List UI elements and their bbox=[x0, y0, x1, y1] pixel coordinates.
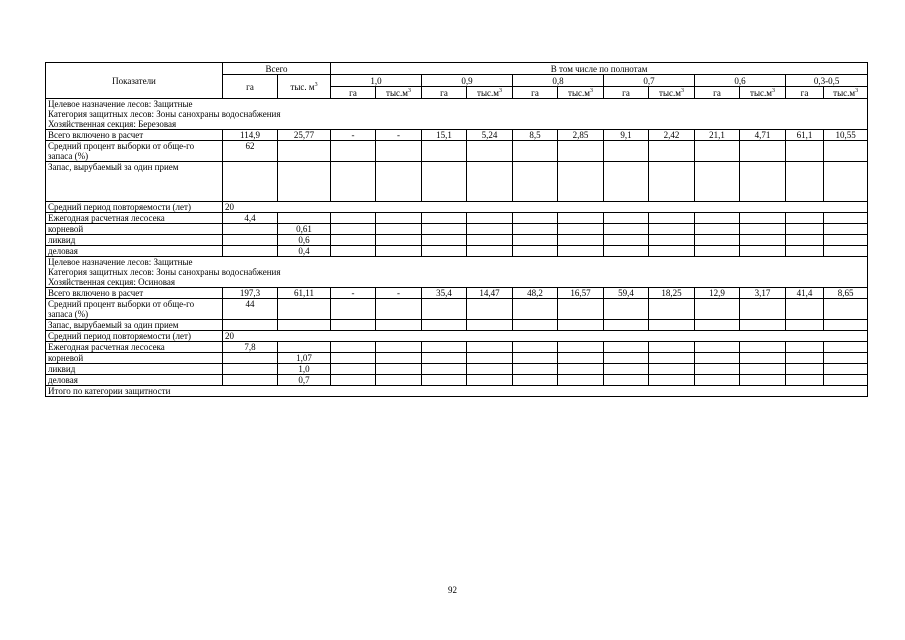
cell-density-value bbox=[331, 299, 376, 320]
cell-density-value bbox=[467, 213, 513, 224]
cell-density-value: 59,4 bbox=[604, 288, 649, 299]
cell-density-value bbox=[467, 141, 513, 162]
cell-density-value bbox=[649, 162, 695, 202]
cell-density-value bbox=[649, 141, 695, 162]
cell-density-value bbox=[331, 162, 376, 202]
cell-density-value bbox=[558, 342, 604, 353]
cell-total-ha bbox=[223, 364, 278, 375]
cell-density-value bbox=[649, 235, 695, 246]
cell-total-ha bbox=[223, 235, 278, 246]
page-number: 92 bbox=[448, 585, 457, 595]
section-line: Категория защитных лесов: Зоны санохраны водоснабжения bbox=[48, 109, 281, 119]
cell-density-value bbox=[513, 342, 558, 353]
cell-density-value bbox=[786, 375, 824, 386]
cell-total-volume: 1,07 bbox=[278, 353, 331, 364]
cell-density-value bbox=[513, 213, 558, 224]
cell-density-value bbox=[513, 246, 558, 257]
cell-density-value bbox=[331, 141, 376, 162]
row-label: корневой bbox=[46, 353, 223, 364]
cell-density-value bbox=[649, 375, 695, 386]
row-value-merged: 20 bbox=[223, 202, 868, 213]
cell-density-value bbox=[376, 375, 422, 386]
cell-density-value bbox=[376, 364, 422, 375]
cell-density-value bbox=[824, 224, 868, 235]
row-label: Средний процент выборки от обще-го запаса (%) bbox=[46, 141, 223, 162]
cell-density-value bbox=[467, 342, 513, 353]
cell-density-value bbox=[558, 375, 604, 386]
cell-total-ha bbox=[223, 353, 278, 364]
cell-density-value bbox=[649, 342, 695, 353]
cell-density-value bbox=[604, 320, 649, 331]
cell-density-value bbox=[740, 320, 786, 331]
cell-density-value bbox=[740, 162, 786, 202]
header-total: Всего bbox=[223, 63, 331, 75]
cell-density-value bbox=[422, 246, 467, 257]
header-indicators: Показатели bbox=[46, 63, 223, 99]
table-row bbox=[46, 331, 868, 342]
cell-density-value bbox=[331, 342, 376, 353]
cell-total-volume bbox=[278, 162, 331, 202]
cell-density-value bbox=[422, 353, 467, 364]
table-header bbox=[46, 63, 868, 99]
cell-density-value: 3,17 bbox=[740, 288, 786, 299]
cell-density-value bbox=[824, 299, 868, 320]
header-density: 0,9 bbox=[422, 75, 513, 87]
cell-density-value bbox=[786, 162, 824, 202]
footer-label: Итого по категории защитности bbox=[46, 386, 868, 397]
cell-density-value: 21,1 bbox=[695, 130, 740, 141]
cell-density-value bbox=[376, 141, 422, 162]
cell-density-value bbox=[786, 342, 824, 353]
table-row bbox=[46, 288, 868, 299]
row-value-merged: 20 bbox=[223, 331, 868, 342]
cell-density-value bbox=[695, 375, 740, 386]
cell-density-value bbox=[331, 353, 376, 364]
cell-density-value bbox=[513, 224, 558, 235]
header-unit-volume: $тыс.м^3$ bbox=[824, 87, 868, 99]
row-label: Всего включено в расчет bbox=[46, 288, 223, 299]
cell-density-value: 35,4 bbox=[422, 288, 467, 299]
cell-density-value bbox=[467, 246, 513, 257]
cell-density-value bbox=[422, 235, 467, 246]
cell-density-value bbox=[824, 364, 868, 375]
table-row bbox=[46, 141, 868, 162]
cell-density-value bbox=[513, 141, 558, 162]
cell-density-value bbox=[467, 162, 513, 202]
cell-density-value bbox=[604, 162, 649, 202]
cell-density-value bbox=[558, 162, 604, 202]
header-unit-volume: $тыс.м^3$ bbox=[376, 87, 422, 99]
cell-density-value bbox=[604, 213, 649, 224]
cell-density-value bbox=[604, 375, 649, 386]
cell-total-ha: 44 bbox=[223, 299, 278, 320]
cell-density-value: - bbox=[376, 130, 422, 141]
cell-density-value bbox=[786, 353, 824, 364]
table-row bbox=[46, 202, 868, 213]
cell-density-value bbox=[422, 299, 467, 320]
cell-density-value bbox=[376, 224, 422, 235]
cell-total-volume bbox=[278, 320, 331, 331]
header-unit-volume: $тыс.м^3$ bbox=[740, 87, 786, 99]
cell-total-ha: 7,8 bbox=[223, 342, 278, 353]
section-line: Категория защитных лесов: Зоны санохраны водоснабжения bbox=[48, 267, 281, 277]
cell-density-value bbox=[422, 342, 467, 353]
table-row bbox=[46, 342, 868, 353]
cell-density-value bbox=[824, 246, 868, 257]
header-unit-volume: $тыс.м^3$ bbox=[649, 87, 695, 99]
cell-density-value bbox=[824, 375, 868, 386]
section-line: Хозяйственная секция: Осиновая bbox=[48, 277, 175, 287]
cell-total-volume bbox=[278, 342, 331, 353]
cell-density-value bbox=[695, 342, 740, 353]
cell-density-value bbox=[695, 141, 740, 162]
cell-total-ha bbox=[223, 375, 278, 386]
cell-density-value bbox=[558, 235, 604, 246]
cell-density-value bbox=[513, 162, 558, 202]
cell-density-value: - bbox=[331, 288, 376, 299]
cell-density-value bbox=[558, 364, 604, 375]
section-line: Целевое назначение лесов: Защитные bbox=[48, 99, 193, 109]
cell-density-value bbox=[695, 224, 740, 235]
cell-density-value bbox=[558, 141, 604, 162]
cell-density-value bbox=[649, 213, 695, 224]
section-description bbox=[46, 99, 868, 130]
cell-density-value bbox=[695, 353, 740, 364]
cell-density-value bbox=[558, 246, 604, 257]
table-row bbox=[46, 299, 868, 320]
cell-density-value: 9,1 bbox=[604, 130, 649, 141]
row-label: Запас, вырубаемый за один прием bbox=[46, 320, 223, 331]
cell-density-value bbox=[376, 213, 422, 224]
cell-density-value bbox=[740, 141, 786, 162]
cell-density-value bbox=[604, 342, 649, 353]
cell-density-value: 14,47 bbox=[467, 288, 513, 299]
cell-total-ha bbox=[223, 224, 278, 235]
cell-density-value bbox=[649, 299, 695, 320]
cell-total-volume: 1,0 bbox=[278, 364, 331, 375]
cell-density-value bbox=[331, 235, 376, 246]
header-total-volume: тыс. $м^3$ bbox=[278, 75, 331, 99]
cell-density-value: 12,9 bbox=[695, 288, 740, 299]
section-header-row bbox=[46, 257, 868, 288]
cell-density-value: 41,4 bbox=[786, 288, 824, 299]
cell-density-value bbox=[604, 224, 649, 235]
cell-density-value: - bbox=[376, 288, 422, 299]
header-including: В том числе по полнотам bbox=[331, 63, 868, 75]
cell-density-value bbox=[786, 299, 824, 320]
header-unit-volume: $тыс.м^3$ bbox=[467, 87, 513, 99]
header-unit-ha: га bbox=[695, 87, 740, 99]
cell-density-value: 48,2 bbox=[513, 288, 558, 299]
cell-total-volume bbox=[278, 299, 331, 320]
cell-density-value: 2,85 bbox=[558, 130, 604, 141]
cell-density-value bbox=[422, 213, 467, 224]
cell-density-value: 18,25 bbox=[649, 288, 695, 299]
cell-density-value bbox=[786, 224, 824, 235]
cell-density-value bbox=[604, 141, 649, 162]
cell-density-value bbox=[695, 246, 740, 257]
cell-density-value bbox=[331, 375, 376, 386]
cell-density-value: 8,65 bbox=[824, 288, 868, 299]
cell-density-value bbox=[740, 375, 786, 386]
cell-density-value bbox=[604, 364, 649, 375]
cell-density-value bbox=[740, 213, 786, 224]
cell-density-value bbox=[513, 320, 558, 331]
cell-density-value bbox=[422, 224, 467, 235]
row-label: Запас, вырубаемый за один прием bbox=[46, 162, 223, 202]
header-unit-ha: га bbox=[513, 87, 558, 99]
cell-total-volume: 0,6 bbox=[278, 235, 331, 246]
header-density: 1,0 bbox=[331, 75, 422, 87]
cell-density-value bbox=[467, 320, 513, 331]
cell-density-value bbox=[695, 162, 740, 202]
cell-density-value bbox=[740, 224, 786, 235]
cell-density-value bbox=[740, 299, 786, 320]
cell-density-value bbox=[824, 213, 868, 224]
header-unit-ha: га bbox=[331, 87, 376, 99]
table-row bbox=[46, 130, 868, 141]
cell-density-value bbox=[649, 364, 695, 375]
cell-total-ha: 62 bbox=[223, 141, 278, 162]
cell-total-volume: 0,61 bbox=[278, 224, 331, 235]
cell-density-value bbox=[422, 364, 467, 375]
cell-density-value bbox=[786, 364, 824, 375]
section-line: Хозяйственная секция: Березовая bbox=[48, 119, 177, 129]
cell-density-value bbox=[740, 235, 786, 246]
header-unit-ha: га bbox=[422, 87, 467, 99]
cell-density-value bbox=[422, 320, 467, 331]
cell-density-value bbox=[558, 224, 604, 235]
table-row bbox=[46, 224, 868, 235]
cell-density-value: 16,57 bbox=[558, 288, 604, 299]
cell-density-value bbox=[604, 235, 649, 246]
row-label: Ежегодная расчетная лесосека bbox=[46, 213, 223, 224]
cell-density-value bbox=[467, 353, 513, 364]
table-body bbox=[46, 99, 868, 397]
cell-total-volume bbox=[278, 141, 331, 162]
cell-density-value bbox=[604, 299, 649, 320]
footer-row bbox=[46, 386, 868, 397]
header-unit-ha: га bbox=[604, 87, 649, 99]
header-density: 0,6 bbox=[695, 75, 786, 87]
header-total-ha: га bbox=[223, 75, 278, 99]
cell-density-value bbox=[467, 375, 513, 386]
cell-total-ha: 114,9 bbox=[223, 130, 278, 141]
cell-density-value: 61,1 bbox=[786, 130, 824, 141]
header-unit-volume: $тыс.м^3$ bbox=[558, 87, 604, 99]
cell-density-value bbox=[740, 364, 786, 375]
forest-calculation-table bbox=[45, 62, 868, 397]
cell-total-ha bbox=[223, 246, 278, 257]
table-row bbox=[46, 162, 868, 202]
cell-total-volume: 0,7 bbox=[278, 375, 331, 386]
cell-density-value bbox=[558, 320, 604, 331]
cell-density-value bbox=[376, 320, 422, 331]
header-density: 0,7 bbox=[604, 75, 695, 87]
cell-density-value bbox=[695, 320, 740, 331]
cell-density-value bbox=[513, 235, 558, 246]
row-label: Средний период повторяемости (лет) bbox=[46, 331, 223, 342]
cell-density-value: 8,5 bbox=[513, 130, 558, 141]
cell-density-value: 5,24 bbox=[467, 130, 513, 141]
cell-density-value bbox=[695, 364, 740, 375]
cell-density-value bbox=[467, 299, 513, 320]
cell-density-value bbox=[331, 364, 376, 375]
cell-density-value bbox=[824, 320, 868, 331]
cell-density-value bbox=[558, 299, 604, 320]
cell-density-value bbox=[331, 320, 376, 331]
cell-density-value: 2,42 bbox=[649, 130, 695, 141]
row-label: Ежегодная расчетная лесосека bbox=[46, 342, 223, 353]
cell-density-value bbox=[558, 213, 604, 224]
cell-density-value bbox=[824, 353, 868, 364]
cell-density-value bbox=[786, 213, 824, 224]
cell-density-value bbox=[649, 224, 695, 235]
cell-total-ha: 4,4 bbox=[223, 213, 278, 224]
cell-density-value: 4,71 bbox=[740, 130, 786, 141]
cell-density-value bbox=[824, 141, 868, 162]
table-row bbox=[46, 320, 868, 331]
cell-density-value bbox=[467, 364, 513, 375]
cell-density-value bbox=[649, 246, 695, 257]
cell-density-value bbox=[422, 141, 467, 162]
section-header-row bbox=[46, 99, 868, 130]
cell-density-value bbox=[376, 162, 422, 202]
cell-density-value bbox=[786, 235, 824, 246]
cell-density-value bbox=[513, 353, 558, 364]
cell-density-value bbox=[604, 353, 649, 364]
cell-density-value bbox=[376, 353, 422, 364]
row-label: ликвид bbox=[46, 235, 223, 246]
header-density: 0,3-0,5 bbox=[786, 75, 868, 87]
cell-density-value bbox=[376, 342, 422, 353]
table-row bbox=[46, 364, 868, 375]
row-label: Средний процент выборки от обще-го запаса (%) bbox=[46, 299, 223, 320]
cell-density-value bbox=[604, 246, 649, 257]
cell-density-value bbox=[331, 246, 376, 257]
row-label: деловая bbox=[46, 246, 223, 257]
row-label: ликвид bbox=[46, 364, 223, 375]
cell-density-value bbox=[331, 213, 376, 224]
table-row bbox=[46, 246, 868, 257]
cell-density-value: 15,1 bbox=[422, 130, 467, 141]
cell-density-value bbox=[740, 246, 786, 257]
cell-total-volume: 0,4 bbox=[278, 246, 331, 257]
header-density: 0,8 bbox=[513, 75, 604, 87]
cell-density-value bbox=[695, 235, 740, 246]
header-unit-ha: га bbox=[786, 87, 824, 99]
row-label: Средний период повторяемости (лет) bbox=[46, 202, 223, 213]
cell-total-volume: 61,11 bbox=[278, 288, 331, 299]
cell-density-value bbox=[824, 235, 868, 246]
cell-density-value bbox=[649, 353, 695, 364]
cell-density-value bbox=[558, 353, 604, 364]
cell-density-value bbox=[376, 246, 422, 257]
section-description bbox=[46, 257, 868, 288]
cell-density-value bbox=[740, 342, 786, 353]
cell-density-value bbox=[513, 375, 558, 386]
cell-density-value bbox=[786, 141, 824, 162]
table-row bbox=[46, 235, 868, 246]
cell-density-value bbox=[422, 162, 467, 202]
cell-density-value bbox=[740, 353, 786, 364]
cell-density-value bbox=[376, 299, 422, 320]
cell-density-value bbox=[824, 342, 868, 353]
row-label: Всего включено в расчет bbox=[46, 130, 223, 141]
cell-density-value bbox=[695, 213, 740, 224]
cell-total-volume: 25,77 bbox=[278, 130, 331, 141]
row-label: корневой bbox=[46, 224, 223, 235]
cell-density-value bbox=[786, 246, 824, 257]
cell-total-ha bbox=[223, 320, 278, 331]
cell-density-value bbox=[467, 235, 513, 246]
cell-total-ha: 197,3 bbox=[223, 288, 278, 299]
table-row bbox=[46, 375, 868, 386]
cell-density-value: 10,55 bbox=[824, 130, 868, 141]
cell-density-value bbox=[376, 235, 422, 246]
cell-density-value bbox=[695, 299, 740, 320]
row-label: деловая bbox=[46, 375, 223, 386]
table-row bbox=[46, 353, 868, 364]
cell-density-value bbox=[649, 320, 695, 331]
cell-total-ha bbox=[223, 162, 278, 202]
cell-density-value bbox=[513, 364, 558, 375]
cell-total-volume bbox=[278, 213, 331, 224]
cell-density-value bbox=[331, 224, 376, 235]
cell-density-value bbox=[513, 299, 558, 320]
cell-density-value bbox=[786, 320, 824, 331]
table-row bbox=[46, 213, 868, 224]
section-line: Целевое назначение лесов: Защитные bbox=[48, 257, 193, 267]
cell-density-value bbox=[422, 375, 467, 386]
cell-density-value bbox=[467, 224, 513, 235]
cell-density-value: - bbox=[331, 130, 376, 141]
cell-density-value bbox=[824, 162, 868, 202]
